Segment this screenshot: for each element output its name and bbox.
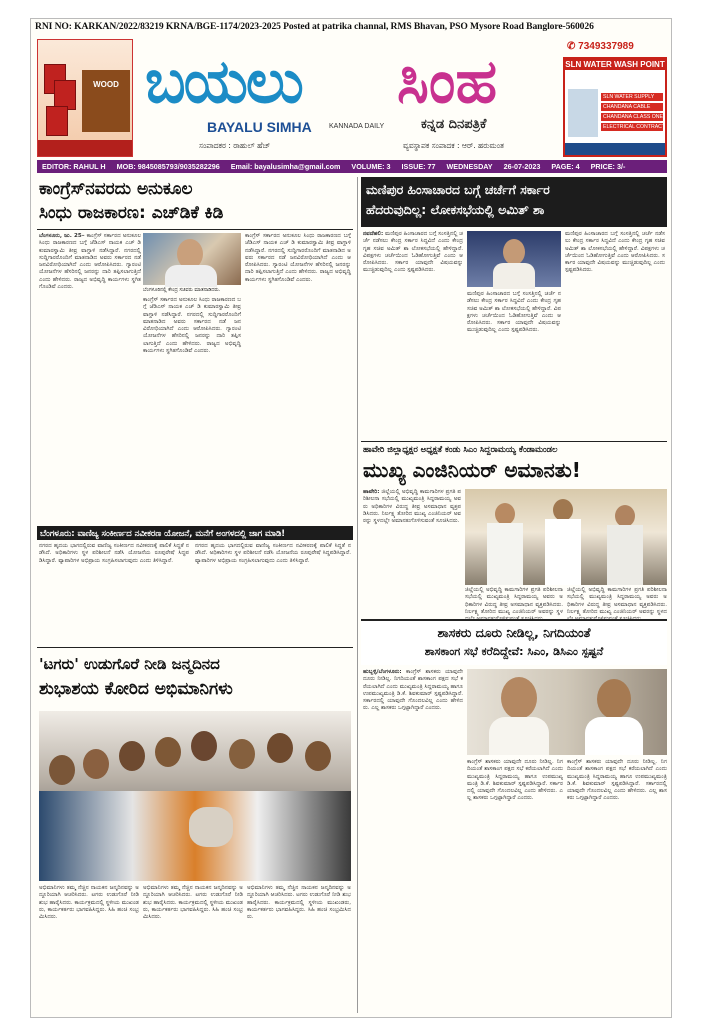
- birthday-body-col-2: ಅಭಿಮಾನಿಗಳು ತಮ್ಮ ನೆಚ್ಚಿನ ನಾಯಕನ ಜನ್ಮದಿನವನ್ನು ಅದ್ದೂರಿಯಾಗಿ ಆಚರಿಸಿದರು. ಟಗರು ಉಡುಗೊರೆ ನೀಡಿ ಶುಭ ಹಾರೈಸಿದರು. ಕಾರ್ಯಕ್ರಮದಲ್ಲಿ ಸ್ಥಳೀಯ ಮುಖಂಡರು, ಕಾರ್ಯಕರ್ತರು ಭಾಗವಹಿಸಿದ್ದರು. ಸಿಹಿ ಹಂಚಿ ಸಂಭ್ರಮಿಸಿದರು.: [143, 885, 243, 921]
- info-day: WEDNESDAY: [446, 162, 493, 171]
- info-editor: EDITOR: RAHUL H: [42, 162, 106, 171]
- right-ad-list: [601, 93, 666, 133]
- left-ad-label: WOOD: [93, 80, 119, 89]
- congress-photo: [143, 233, 241, 285]
- info-volume: VOLUME: 3: [351, 162, 391, 171]
- right-ad-title: SLN WATER WASH POINT: [565, 60, 665, 69]
- info-price: PRICE: 3/-: [590, 162, 626, 171]
- coeditor-credit: ವ್ಯವಸ್ಥಾಪಕ ಸಂಪಾದಕ : ಆರ್. ಹರುಮಂತ: [403, 141, 504, 150]
- congress-headline-1: ಕಾಂಗ್ರೆಸ್‌ನವರದು ಅನುಕೂಲ: [39, 179, 193, 199]
- editor-credit: ಸಂಪಾದಕರ : ರಾಹುಲ್ ಹೆಚ್: [199, 141, 271, 150]
- manipur-headline-1: ಮಣಿಪುರ ಹಿಂಸಾಚಾರದ ಬಗ್ಗೆ ಚರ್ಚೆಗೆ ಸರ್ಕಾರ: [366, 182, 550, 197]
- right-ad-item: ELECTRICAL CONTRACT: [603, 124, 666, 130]
- cm-headline-band: [361, 619, 667, 665]
- info-date: 26-07-2023: [503, 162, 541, 171]
- congress-photo-caption: ಬೆಂಗಳೂರಿನಲ್ಲಿ ಕೇಂದ್ರ ಸಚಿವರು ಮಾತನಾಡಿದರು.: [143, 287, 221, 293]
- haveri-body-col-2: ಜಿಲ್ಲೆಯಲ್ಲಿ ಅಭಿವೃದ್ಧಿ ಕಾಮಗಾರಿಗಳ ಪ್ರಗತಿ ಪರಿಶೀಲನಾ ಸಭೆಯಲ್ಲಿ ಮುಖ್ಯಮಂತ್ರಿ ಸಿದ್ದರಾಮಯ್ಯ ಅವರು ಅಧಿಕಾರಿಗಳ ವಿರುದ್ಧ ತೀವ್ರ ಅಸಮಾಧಾನ ವ್ಯಕ್ತಪಡಿಸಿದರು. ನಿರ್ಲಕ್ಷ್ಯ ತೋರಿದ ಮುಖ್ಯ ಎಂಜಿನಿಯರ್ ಅವರನ್ನು ಸ್ಥಳ: [465, 587, 563, 615]
- congress-headline-2: ಸಿಂಧು ರಾಜಕಾರಣ: ಎಚ್‌ಡಿಕೆ ಕಿಡಿ: [39, 203, 224, 223]
- birthday-body-col-3: ಅಭಿಮಾನಿಗಳು ತಮ್ಮ ನೆಚ್ಚಿನ ನಾಯಕನ ಜನ್ಮದಿನವನ್ನು ಅದ್ದೂರಿಯಾಗಿ ಆಚರಿಸಿದರು. ಟಗರು ಉಡುಗೊರೆ ನೀಡಿ ಶುಭ ಹಾರೈಸಿದರು. ಕಾರ್ಯಕ್ರಮದಲ್ಲಿ ಸ್ಥಳೀಯ ಮುಖಂಡರು, ಕಾರ್ಯಕರ್ತರು ಭಾಗವಹಿಸಿದ್ದರು. ಸಿಹಿ ಹಂಚಿ ಸಂಭ್ರಮಿಸಿದರು.: [247, 885, 351, 921]
- manipur-body-col-2: ಮಣಿಪುರ ಹಿಂಸಾಚಾರದ ಬಗ್ಗೆ ಸಂಸತ್ತಿನಲ್ಲಿ ಚರ್ಚೆ ನಡೆಸಲು ಕೇಂದ್ರ ಸರ್ಕಾರ ಸಿದ್ಧವಿದೆ ಎಂದು ಕೇಂದ್ರ ಗೃಹ ಸಚಿವ ಅಮಿತ್ ಶಾ ಲೋಕಸಭೆಯಲ್ಲಿ ಹೇಳಿದ್ದಾರೆ. ವಿಪಕ್ಷಗಳು ಚರ್ಚೆಯಿಂದ ಓಡಿಹೋಗುತ್ತಿವೆ ಎಂದು ಆರೋಪಿಸಿದರು. ಸರ್ಕಾರ ಯಾವುದೇ ವಿಷಯವನ್ನು ಮುಚ್ಚಿಡುವುದಿಲ್ಲ ಎಂದು ಸ್ಪಷ್ಟಪಡಿಸಿದರು.: [467, 291, 561, 334]
- birthday-group-photo: [39, 711, 351, 881]
- right-ad-item: SLN WATER SUPPLY: [601, 93, 663, 101]
- cm-headline-2: ಶಾಸಕಾಂಗ ಸಭೆ ಕರೆದಿದ್ದೇವೆ: ಸಿಎಂ, ಡಿಸಿಎಂ ಸ್ಪಷ್ಟನೆ: [424, 645, 604, 658]
- metro-headline-band: ಬೆಂಗಳೂರು: ವಾಣಿಜ್ಯ ಸಂಕೀರ್ಣದ ನವೀಕರಣ ಯೋಜನೆ, ಮನೆಗೆ ಅಂಗಳದಲ್ಲಿ ಜಾಗ ಮಾಡಿ!: [37, 526, 353, 540]
- left-advertisement: [37, 39, 133, 157]
- info-email: Email: bayalusimha@gmail.com: [230, 162, 341, 171]
- amit-shah-photo: [467, 231, 561, 287]
- birthday-body-col-1: ಅಭಿಮಾನಿಗಳು ತಮ್ಮ ನೆಚ್ಚಿನ ನಾಯಕನ ಜನ್ಮದಿನವನ್ನು ಅದ್ದೂರಿಯಾಗಿ ಆಚರಿಸಿದರು. ಟಗರು ಉಡುಗೊರೆ ನೀಡಿ ಶುಭ ಹಾರೈಸಿದರು. ಕಾರ್ಯಕ್ರಮದಲ್ಲಿ ಸ್ಥಳೀಯ ಮುಖಂಡರು, ಕಾರ್ಯಕರ್ತರು ಭಾಗವಹಿಸಿದ್ದರು. ಸಿಹಿ ಹಂಚಿ ಸಂಭ್ರಮಿಸಿದರು.: [39, 885, 139, 921]
- congress-body-col-2: ಕಾಂಗ್ರೆಸ್ ಸರ್ಕಾರದ ಅನುಕೂಲ ಸಿಂಧು ರಾಜಕಾರಣದ ಬಗ್ಗೆ ಜೆಡಿಎಸ್ ನಾಯಕ ಎಚ್ ಡಿ ಕುಮಾರಸ್ವಾಮಿ ತೀವ್ರ ವಾಗ್ದಾಳಿ ನಡೆಸಿದ್ದಾರೆ. ನಗರದಲ್ಲಿ ಸುದ್ದಿಗಾರರೊಂದಿಗೆ ಮಾತನಾಡಿದ ಅವರು ಸರ್ಕಾರದ ನಡೆ ಜನವಿರೋಧಿಯಾಗಿದೆ ಎಂದು ಆರೋಪಿಸಿದರು. ಗ್ಯಾರಂಟಿ ಯೋಜನೆಗಳ ಹೆಸರಿನಲ್ಲಿ ಜನರನ್ನು ದಾರಿ ತಪ್ಪಿಸಲಾಗುತ್ತಿದೆ ಎಂದು ಹೇಳಿದರು. ರಾಜ್ಯದ ಅಭಿವೃದ್ಧಿ ಕಾರ್ಯಗಳು ಸ್ಥಗಿತಗೊಂಡಿವೆ ಎಂದರು.: [143, 297, 241, 355]
- info-bar: [37, 160, 667, 173]
- congress-body-col-3: ಕಾಂಗ್ರೆಸ್ ಸರ್ಕಾರದ ಅನುಕೂಲ ಸಿಂಧು ರಾಜಕಾರಣದ ಬಗ್ಗೆ ಜೆಡಿಎಸ್ ನಾಯಕ ಎಚ್ ಡಿ ಕುಮಾರಸ್ವಾಮಿ ತೀವ್ರ ವಾಗ್ದಾಳಿ ನಡೆಸಿದ್ದಾರೆ. ನಗರದಲ್ಲಿ ಸುದ್ದಿಗಾರರೊಂದಿಗೆ ಮಾತನಾಡಿದ ಅವರು ಸರ್ಕಾರದ ನಡೆ ಜನವಿರೋಧಿಯಾಗಿದೆ ಎಂದು ಆರೋಪಿಸಿದರು. ಗ್ಯಾರಂಟಿ ಯೋಜನೆಗಳ ಹೆಸರಿನಲ್ಲಿ ಜನರನ್ನು ದಾರಿ ತಪ್ಪಿಸಲಾಗುತ್ತಿದೆ ಎಂದು ಹೇಳಿದರು. ರಾಜ್ಯದ ಅಭಿವೃದ್ಧಿ ಕಾರ್ಯಗಳು ಸ್ಥಗಿತಗೊಂಡಿವೆ ಎಂದರು.: [245, 233, 351, 283]
- birthday-headline-2: ಶುಭಾಶಯ ಕೋರಿದ ಅಭಿಮಾನಿಗಳು: [39, 679, 233, 699]
- birthday-headline-1: 'ಟಗರು' ಉಡುಗೊರೆ ನೀಡಿ ಜನ್ಮದಿನದ: [39, 655, 220, 673]
- masthead: [139, 45, 557, 157]
- masthead-english: BAYALU SIMHA: [207, 119, 312, 135]
- registration-line: RNI NO: KARKAN/2022/83219 KRNA/BGE-1174/2023-2025 Posted at patrika channal, RMS Bhavan, PSO Mysore Road Banglore-560026: [35, 21, 594, 32]
- manipur-headline-2: ಹೆದರುವುದಿಲ್ಲ: ಲೋಕಸಭೆಯಲ್ಲಿ ಅಮಿತ್ ಶಾ: [366, 202, 545, 217]
- cm-body-col-1: ಹುಬ್ಬಳ್ಳಿ/ಬೆಂಗಳೂರು: ಕಾಂಗ್ರೆಸ್ ಶಾಸಕರು ಯಾವುದೇ ದೂರು ನೀಡಿಲ್ಲ. ನಿಗದಿಯಂತೆ ಶಾಸಕಾಂಗ ಪಕ್ಷದ ಸಭೆ ಕರೆಯಲಾಗಿದೆ ಎಂದು ಮುಖ್ಯಮಂತ್ರಿ ಸಿದ್ದರಾಮಯ್ಯ ಹಾಗೂ ಉಪಮುಖ್ಯಮಂತ್ರಿ ಡಿ.ಕೆ. ಶಿವಕುಮಾರ್ ಸ್ಪಷ್ಟಪಡಿಸಿದ್ದಾರೆ. ಸರ್ಕಾರದಲ್ಲಿ ಯಾವುದೇ ಗೊಂದಲವಿಲ್ಲ ಎಂದು ಹೇಳಿದರು. ಎಲ್ಲ ಶಾಸಕರು ಒಗ್ಗಟ್ಟಾಗಿದ್ದಾರೆ ಎಂದರು.: [363, 669, 463, 712]
- haveri-kicker: ಹಾವೇರಿ ಜಿಲ್ಲಾಧ್ಯಕ್ಷರ ಅಧ್ಯಕ್ಷತೆ ಕಂಡು ಸಿಎಂ ಸಿದ್ದರಾಮಯ್ಯ ಕೆಂಡಾಮಂಡಲ: [363, 444, 558, 454]
- right-ad-item: CHANDANA CABLE: [601, 103, 663, 111]
- masthead-kannada-daily: KANNADA DAILY: [329, 123, 385, 130]
- info-issue: ISSUE: 77: [401, 162, 436, 171]
- haveri-headline: ಮುಖ್ಯ ಎಂಜಿನಿಯರ್ ಅಮಾನತು!: [363, 458, 581, 482]
- cm-headline-1: ಶಾಸಕರು ದೂರು ನೀಡಿಲ್ಲ, ನಿಗದಿಯಂತೆ: [437, 625, 591, 640]
- masthead-title-part2: ಸಿಂಹ: [397, 47, 498, 117]
- right-advertisement: [563, 57, 667, 157]
- cm-body-col-3: ಕಾಂಗ್ರೆಸ್ ಶಾಸಕರು ಯಾವುದೇ ದೂರು ನೀಡಿಲ್ಲ. ನಿಗದಿಯಂತೆ ಶಾಸಕಾಂಗ ಪಕ್ಷದ ಸಭೆ ಕರೆಯಲಾಗಿದೆ ಎಂದು ಮುಖ್ಯಮಂತ್ರಿ ಸಿದ್ದರಾಮಯ್ಯ ಹಾಗೂ ಉಪಮುಖ್ಯಮಂತ್ರಿ ಡಿ.ಕೆ. ಶಿವಕುಮಾರ್ ಸ್ಪಷ್ಟಪಡಿಸಿದ್ದಾರೆ. ಸರ್ಕಾರದಲ್ಲಿ ಯಾವುದೇ ಗೊಂದಲವಿಲ್ಲ ಎಂದು ಹೇಳಿದರು. ಎಲ್ಲ ಶಾಸಕರು ಒಗ್ಗಟ್ಟಾಗಿದ್ದಾರೆ ಎಂದರು.: [567, 759, 667, 802]
- cm-body-col-2: ಕಾಂಗ್ರೆಸ್ ಶಾಸಕರು ಯಾವುದೇ ದೂರು ನೀಡಿಲ್ಲ. ನಿಗದಿಯಂತೆ ಶಾಸಕಾಂಗ ಪಕ್ಷದ ಸಭೆ ಕರೆಯಲಾಗಿದೆ ಎಂದು ಮುಖ್ಯಮಂತ್ರಿ ಸಿದ್ದರಾಮಯ್ಯ ಹಾಗೂ ಉಪಮುಖ್ಯಮಂತ್ರಿ ಡಿ.ಕೆ. ಶಿವಕುಮಾರ್ ಸ್ಪಷ್ಟಪಡಿಸಿದ್ದಾರೆ. ಸರ್ಕಾರದಲ್ಲಿ ಯಾವುದೇ ಗೊಂದಲವಿಲ್ಲ ಎಂದು ಹೇಳಿದರು. ಎಲ್ಲ ಶಾಸಕರು ಒಗ್ಗಟ್ಟಾಗಿದ್ದಾರೆ ಎಂದರು.: [467, 759, 563, 802]
- phone-number: ✆ 7349337989: [567, 41, 634, 52]
- haveri-body-col-1: ಹಾವೇರಿ: ಜಿಲ್ಲೆಯಲ್ಲಿ ಅಭಿವೃದ್ಧಿ ಕಾಮಗಾರಿಗಳ ಪ್ರಗತಿ ಪರಿಶೀಲನಾ ಸಭೆಯಲ್ಲಿ ಮುಖ್ಯಮಂತ್ರಿ ಸಿದ್ದರಾಮಯ್ಯ ಅವರು ಅಧಿಕಾರಿಗಳ ವಿರುದ್ಧ ತೀವ್ರ ಅಸಮಾಧಾನ ವ್ಯಕ್ತಪಡಿಸಿದರು. ನಿರ್ಲಕ್ಷ್ಯ ತೋರಿದ ಮುಖ್ಯ ಎಂಜಿನಿಯರ್ ಅವರನ್ನು ಸ್ಥಳದಲ್ಲೇ ಅಮಾನತುಗೊಳಿಸುವಂತೆ ಸೂಚಿಸಿದರು.: [363, 489, 461, 525]
- congress-body-col-1: ಬೆಂಗಳೂರು, ಜು. 25– ಕಾಂಗ್ರೆಸ್ ಸರ್ಕಾರದ ಅನುಕೂಲ ಸಿಂಧು ರಾಜಕಾರಣದ ಬಗ್ಗೆ ಜೆಡಿಎಸ್ ನಾಯಕ ಎಚ್ ಡಿ ಕುಮಾರಸ್ವಾಮಿ ತೀವ್ರ ವಾಗ್ದಾಳಿ ನಡೆಸಿದ್ದಾರೆ. ನಗರದಲ್ಲಿ ಸುದ್ದಿಗಾರರೊಂದಿಗೆ ಮಾತನಾಡಿದ ಅವರು ಸರ್ಕಾರದ ನಡೆ ಜನವಿರೋಧಿಯಾಗಿದೆ ಎಂದು ಆರೋಪಿಸಿದರು. ಗ್ಯಾರಂಟಿ ಯೋಜನೆಗಳ ಹೆಸರಿನಲ್ಲಿ ಜನರನ್ನು ದಾರಿ ತಪ್ಪಿಸಲಾಗುತ್ತಿದೆ ಎಂದು ಹೇಳಿದರು. ರಾಜ್ಯದ ಅಭಿವೃದ್ಧಿ ಕಾರ್ಯಗಳು ಸ್ಥಗಿತಗೊಂಡಿವೆ ಎಂದರು.: [39, 233, 141, 291]
- metro-body-col-2: ನಗರದ ಹೃದಯ ಭಾಗದಲ್ಲಿರುವ ವಾಣಿಜ್ಯ ಸಂಕೀರ್ಣದ ನವೀಕರಣಕ್ಕೆ ಪಾಲಿಕೆ ಸಿದ್ಧತೆ ನಡೆಸಿದೆ. ಅಧಿಕಾರಿಗಳು ಸ್ಥಳ ಪರಿಶೀಲನೆ ನಡೆಸಿ ಯೋಜನೆಯ ರೂಪುರೇಷೆ ಸಿದ್ಧಪಡಿಸಿದ್ದಾರೆ. ವ್ಯಾಪಾರಿಗಳ ಅಭಿಪ್ರಾಯ ಸಂಗ್ರಹಿಸಲಾಗುವುದು ಎಂದು ತಿಳಿಸಿದ್ದಾರೆ.: [195, 543, 351, 564]
- haveri-meeting-photo: [465, 489, 667, 585]
- manipur-body-col-3: ಮಣಿಪುರ ಹಿಂಸಾಚಾರದ ಬಗ್ಗೆ ಸಂಸತ್ತಿನಲ್ಲಿ ಚರ್ಚೆ ನಡೆಸಲು ಕೇಂದ್ರ ಸರ್ಕಾರ ಸಿದ್ಧವಿದೆ ಎಂದು ಕೇಂದ್ರ ಗೃಹ ಸಚಿವ ಅಮಿತ್ ಶಾ ಲೋಕಸಭೆಯಲ್ಲಿ ಹೇಳಿದ್ದಾರೆ. ವಿಪಕ್ಷಗಳು ಚರ್ಚೆಯಿಂದ ಓಡಿಹೋಗುತ್ತಿವೆ ಎಂದು ಆರೋಪಿಸಿದರು. ಸರ್ಕಾರ ಯಾವುದೇ ವಿಷಯವನ್ನು ಮುಚ್ಚಿಡುವುದಿಲ್ಲ ಎಂದು ಸ್ಪಷ್ಟಪಡಿಸಿದರು.: [565, 231, 665, 274]
- info-mobile: MOB: 9845085793/9035282296: [116, 162, 220, 171]
- manipur-headline-band: [361, 177, 667, 227]
- masthead-tagline: ಕನ್ನಡ ದಿನಪತ್ರಿಕೆ: [421, 117, 487, 132]
- masthead-title-part1: ಬಯಲು: [145, 47, 302, 117]
- info-page: PAGE: 4: [551, 162, 580, 171]
- cm-dcm-photo: [467, 669, 667, 755]
- metro-body-col-1: ನಗರದ ಹೃದಯ ಭಾಗದಲ್ಲಿರುವ ವಾಣಿಜ್ಯ ಸಂಕೀರ್ಣದ ನವೀಕರಣಕ್ಕೆ ಪಾಲಿಕೆ ಸಿದ್ಧತೆ ನಡೆಸಿದೆ. ಅಧಿಕಾರಿಗಳು ಸ್ಥಳ ಪರಿಶೀಲನೆ ನಡೆಸಿ ಯೋಜನೆಯ ರೂಪುರೇಷೆ ಸಿದ್ಧಪಡಿಸಿದ್ದಾರೆ. ವ್ಯಾಪಾರಿಗಳ ಅಭಿಪ್ರಾಯ ಸಂಗ್ರಹಿಸಲಾಗುವುದು ಎಂದು ತಿಳಿಸಿದ್ದಾರೆ.: [39, 543, 189, 564]
- right-ad-item: CHANDANA CLASS ONE: [603, 114, 663, 120]
- manipur-body-col-1: ನವದೆಹಲಿ: ಮಣಿಪುರ ಹಿಂಸಾಚಾರದ ಬಗ್ಗೆ ಸಂಸತ್ತಿನಲ್ಲಿ ಚರ್ಚೆ ನಡೆಸಲು ಕೇಂದ್ರ ಸರ್ಕಾರ ಸಿದ್ಧವಿದೆ ಎಂದು ಕೇಂದ್ರ ಗೃಹ ಸಚಿವ ಅಮಿತ್ ಶಾ ಲೋಕಸಭೆಯಲ್ಲಿ ಹೇಳಿದ್ದಾರೆ. ವಿಪಕ್ಷಗಳು ಚರ್ಚೆಯಿಂದ ಓಡಿಹೋಗುತ್ತಿವೆ ಎಂದು ಆರೋಪಿಸಿದರು. ಸರ್ಕಾರ ಯಾವುದೇ ವಿಷಯವನ್ನು ಮುಚ್ಚಿಡುವುದಿಲ್ಲ ಎಂದು ಸ್ಪಷ್ಟಪಡಿಸಿದರು.: [363, 231, 463, 274]
- haveri-body-col-3: ಜಿಲ್ಲೆಯಲ್ಲಿ ಅಭಿವೃದ್ಧಿ ಕಾಮಗಾರಿಗಳ ಪ್ರಗತಿ ಪರಿಶೀಲನಾ ಸಭೆಯಲ್ಲಿ ಮುಖ್ಯಮಂತ್ರಿ ಸಿದ್ದರಾಮಯ್ಯ ಅವರು ಅಧಿಕಾರಿಗಳ ವಿರುದ್ಧ ತೀವ್ರ ಅಸಮಾಧಾನ ವ್ಯಕ್ತಪಡಿಸಿದರು. ನಿರ್ಲಕ್ಷ್ಯ ತೋರಿದ ಮುಖ್ಯ ಎಂಜಿನಿಯರ್ ಅವರನ್ನು ಸ್ಥಳದ: [567, 587, 667, 615]
- newspaper-page: [30, 18, 672, 1018]
